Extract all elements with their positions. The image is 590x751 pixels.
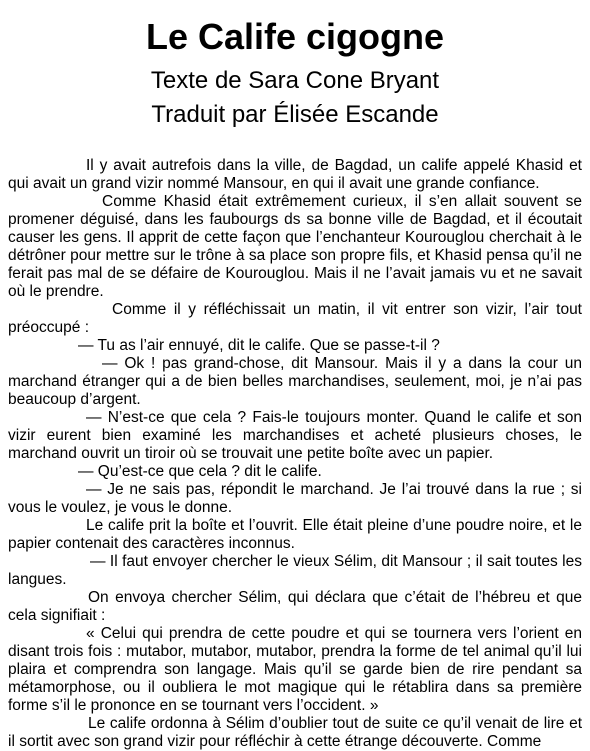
page-header: [0, 0, 590, 129]
page-title: Le Calife cigogne: [145, 16, 445, 57]
translator-line: Traduit par Élisée Escande: [151, 101, 439, 128]
paragraph: — Qu’est-ce que cela ? dit le calife.: [78, 463, 322, 480]
paragraph: — Je ne sais pas, répondit le marchand. Je l’ai trouvé dans la rue ; si vous le voulez, je vous le donne.: [8, 481, 582, 516]
paragraph: « Celui qui prendra de cette poudre et qui se tournera vers l’orient en disant trois fois : mutabor, mutabor, mutabor, prendra la forme de tel animal qu’il lui plaira et comprendra son langage. Mais qu’il se garde bien de rire pendant sa métamorphose, ou il oubliera le mot magique qui le rétablira dans sa première forme s’il le prononce en se tournant vers l’occident. »: [8, 625, 582, 714]
paragraph: On envoya chercher Sélim, qui déclara que c’était de l’hébreu et que cela signifiait :: [8, 589, 582, 624]
author-line: Texte de Sara Cone Bryant: [150, 67, 440, 94]
story-text: [8, 157, 582, 751]
paragraph: Le calife ordonna à Sélim d’oublier tout de suite ce qu’il venait de lire et il sortit avec son grand vizir pour réfléchir à cette étrange découverte. Comme: [8, 715, 582, 750]
paragraph: — Ok ! pas grand-chose, dit Mansour. Mais il y a dans la cour un marchand étranger qui a de bien belles marchandises, seulement, moi, je n’ai pas beaucoup d’argent.: [8, 355, 582, 408]
paragraph: Le calife prit la boîte et l’ouvrit. Elle était pleine d’une poudre noire, et le papier contenait des caractères inconnus.: [8, 517, 582, 552]
paragraph: Comme Khasid était extrêmement curieux, il s’en allait souvent se promener déguisé, dans les faubourgs ds sa bonne ville de Bagdad, et il écoutait causer les gens. Il apprit de cette façon que l’enchanteur Kourouglou cherchait à le détrôner pour mettre sur le trône à sa place son propre fils, et Khasid pensa qu’il ne ferait pas mal de se défaire de Kourouglou. Mais il ne l’avait jamais vu et ne savait où le prendre.: [8, 193, 582, 300]
paragraph: Comme il y réfléchissait un matin, il vit entrer son vizir, l’air tout préoccupé :: [8, 301, 582, 336]
paragraph: — Il faut envoyer chercher le vieux Sélim, dit Mansour ; il sait toutes les langues.: [8, 553, 582, 588]
paragraph: — N’est-ce que cela ? Fais-le toujours monter. Quand le calife et son vizir eurent bien examiné les marchandises et acheté plusieurs choses, le marchand ouvrit un tiroir où se trouvait une petite boîte avec un papier.: [8, 409, 582, 462]
paragraph: Il y avait autrefois dans la ville, de Bagdad, un calife appelé Khasid et qui avait un grand vizir nommé Mansour, en qui il avait une grande confiance.: [8, 157, 582, 192]
paragraph: — Tu as l’air ennuyé, dit le calife. Que se passe-t-il ?: [78, 337, 440, 354]
